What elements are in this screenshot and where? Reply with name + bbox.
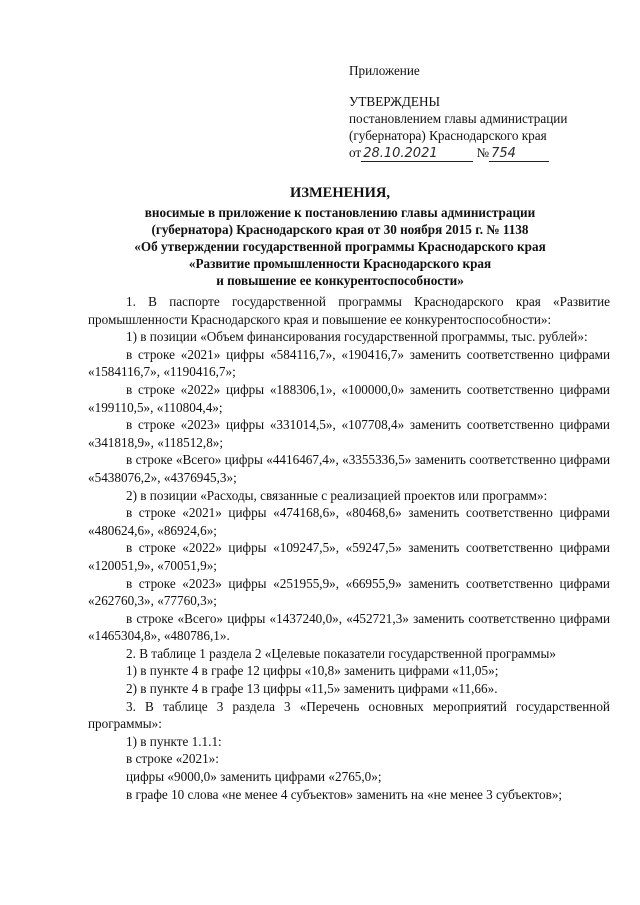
approval-line-1: постановлением главы администрации bbox=[349, 111, 568, 126]
paragraph: в строке «2023» цифры «331014,5», «107708,4» заменить соответственно цифрами «341818,9», «118512,8»; bbox=[88, 417, 610, 450]
paragraph: 1) в позиции «Объем финансирования государственной программы, тыс. рублей»: bbox=[126, 329, 588, 345]
paragraph: в строке «Всего» цифры «4416467,4», «3355336,5» заменить соответственно цифрами «5438076,2», «4376945,3»; bbox=[88, 452, 610, 485]
approval-block bbox=[349, 62, 619, 162]
title-heading: ИЗМЕНЕНИЯ, bbox=[290, 185, 390, 201]
title-line: «Развитие промышленности Краснодарского края bbox=[188, 256, 492, 271]
paragraph: 2) в позиции «Расходы, связанные с реализацией проектов или программ»: bbox=[126, 487, 548, 503]
approval-date-line bbox=[349, 144, 619, 162]
paragraph: 1) в пункте 4 в графе 12 цифры «10,8» заменить цифрами «11,05»; bbox=[126, 663, 499, 679]
paragraph: в строке «2021»: bbox=[126, 751, 219, 767]
paragraph: в строке «2022» цифры «188306,1», «100000,0» заменить соответственно цифрами «199110,5», «110804,4»; bbox=[88, 381, 610, 415]
title-line: (губернатора) Краснодарского края от 30 ноября 2015 г. № 1138 bbox=[151, 222, 529, 237]
paragraph: в строке «Всего» цифры «1437240,0», «452721,3» заменить соответственно цифрами «1465304,8», «480786,1». bbox=[88, 610, 610, 644]
appendix-label: Приложение bbox=[349, 63, 420, 78]
paragraph: в строке «2021» цифры «584116,7», «190416,7» заменить соответственно цифрами «1584116,7», «1190416,7»; bbox=[88, 346, 610, 380]
paragraph: цифры «9000,0» заменить цифрами «2765,0»; bbox=[126, 769, 382, 785]
paragraph: 3. В таблице 3 раздела 3 «Перечень основных мероприятий государственной программы»: bbox=[88, 698, 610, 732]
paragraph: 2) в пункте 4 в графе 13 цифры «11,5» заменить цифрами «11,66». bbox=[126, 681, 498, 697]
paragraph: в строке «2022» цифры «109247,5», «59247,5» заменить соответственно цифрами «120051,9», «70051,9»; bbox=[88, 540, 610, 573]
approval-line-2: (губернатора) Краснодарского края bbox=[349, 128, 547, 143]
handwritten-date: 28.10.2021 bbox=[361, 147, 473, 162]
paragraph: 2. В таблице 1 раздела 2 «Целевые показатели государственной программы» bbox=[126, 645, 556, 661]
paragraph: 1) в пункте 1.1.1: bbox=[126, 733, 222, 749]
paragraph: в графе 10 слова «не менее 4 субъектов» заменить на «не менее 3 субъектов»; bbox=[126, 786, 563, 802]
document-body bbox=[88, 293, 610, 803]
title-line: и повышение ее конкурентоспособности» bbox=[216, 273, 464, 288]
handwritten-number: 754 bbox=[489, 147, 549, 162]
document-title bbox=[70, 185, 610, 289]
title-line: «Об утверждении государственной программы Краснодарского края bbox=[134, 239, 546, 254]
paragraph: в строке «2021» цифры «474168,6», «80468,6» заменить соответственно цифрами «480624,6», «86924,6»; bbox=[88, 505, 610, 538]
date-prefix: от bbox=[349, 145, 362, 160]
paragraph: в строке «2023» цифры «251955,9», «66955,9» заменить соответственно цифрами «262760,3», «77760,3»; bbox=[88, 575, 610, 609]
paragraph: 1. В паспорте государственной программы Краснодарского края «Развитие промышленности Краснодарского края и повышение ее конкурентоспособности»: bbox=[88, 294, 610, 327]
number-label: № bbox=[476, 145, 490, 160]
title-line: вносимые в приложение к постановлению главы администрации bbox=[144, 205, 536, 220]
approved-label: УТВЕРЖДЕНЫ bbox=[349, 94, 441, 109]
